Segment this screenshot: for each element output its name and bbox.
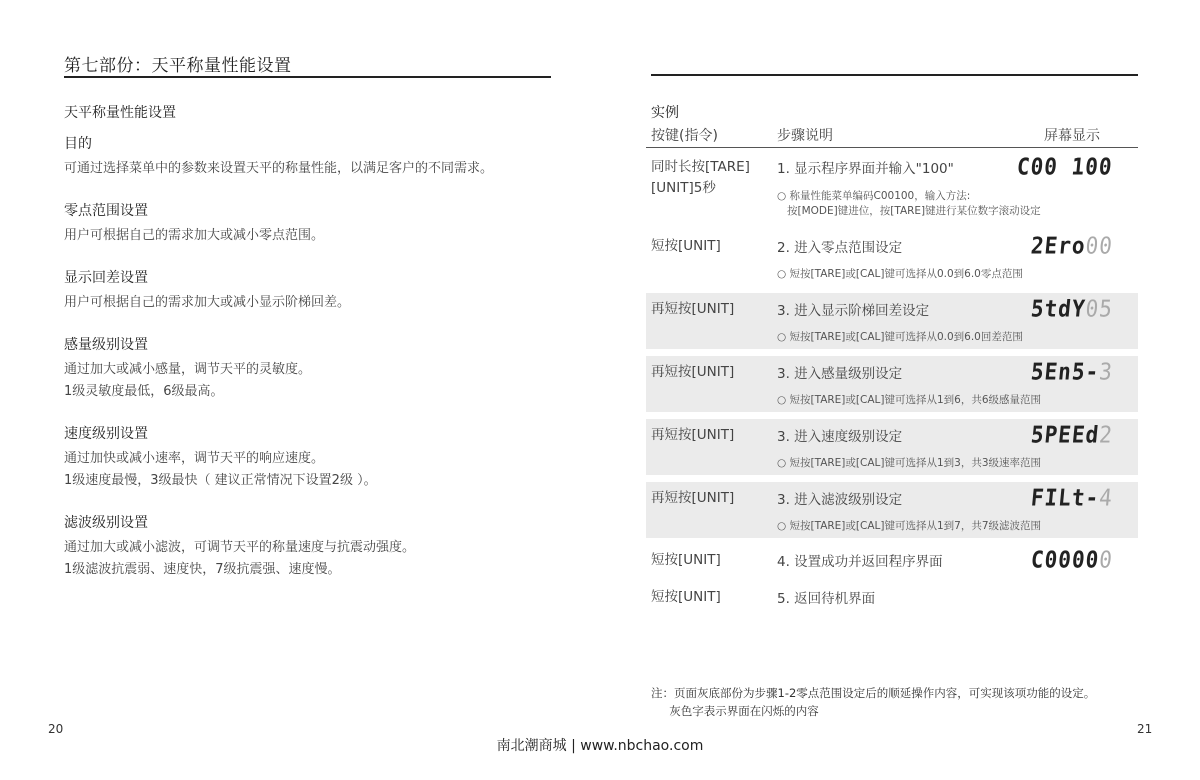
section-purpose xyxy=(64,133,584,180)
header-display: 屏幕显示 xyxy=(1044,128,1100,144)
title-rule xyxy=(64,76,551,78)
title-rule xyxy=(651,74,1138,76)
section-text: 可通过选择菜单中的参数来设置天平的称量性能，以满足客户的不同需求。 xyxy=(64,161,494,176)
page-number-left: 20 xyxy=(48,722,64,736)
section-filter xyxy=(64,512,584,581)
section-heading: 速度级别设置 xyxy=(64,426,148,442)
row-key: 再短按[UNIT] xyxy=(651,301,735,317)
row-note: ○ 短按[TARE]或[CAL]键可选择从1到6，共6级感量范围 xyxy=(777,394,1042,406)
row-step: 1. 显示程序界面并输入"100" xyxy=(777,161,954,177)
section-hysteresis xyxy=(64,267,584,314)
row-key: 再短按[UNIT] xyxy=(651,490,735,506)
row-note: ○ 短按[TARE]或[CAL]键可选择从0.0到6.0回差范围 xyxy=(777,331,1023,343)
row-key: 短按[UNIT] xyxy=(651,552,721,568)
site-footer: 南北潮商城 | www.nbchao.com xyxy=(496,738,704,754)
row-note: ○ 短按[TARE]或[CAL]键可选择从0.0到6.0零点范围 xyxy=(777,268,1023,280)
row-key: 再短按[UNIT] xyxy=(651,364,735,380)
chapter-title: 第七部份：天平称量性能设置 xyxy=(64,56,292,76)
row-step: 3. 进入滤波级别设定 xyxy=(777,492,903,508)
section-text: 通过加大或减小感量，调节天平的灵敏度。 xyxy=(64,362,312,377)
row-step: 2. 进入零点范围设定 xyxy=(777,240,903,256)
footnote-line: 灰色字表示界面在闪烁的内容 xyxy=(651,704,819,718)
lcd-display: FILt-4 xyxy=(1029,484,1115,512)
lcd-display: C00000 xyxy=(1029,546,1115,574)
table-row xyxy=(646,356,1138,412)
row-step: 4. 设置成功并返回程序界面 xyxy=(777,554,943,570)
row-key: 短按[UNIT] xyxy=(651,589,721,605)
right-page xyxy=(600,0,1200,780)
section-heading: 感量级别设置 xyxy=(64,337,148,353)
section-speed xyxy=(64,423,584,492)
row-step: 3. 进入速度级别设定 xyxy=(777,429,903,445)
lcd-display: C00 100 xyxy=(1016,153,1115,181)
section-text: 1级滤波抗震弱、速度快，7级抗震强、速度慢。 xyxy=(64,562,341,577)
table-row xyxy=(646,230,1138,286)
row-step: 3. 进入感量级别设定 xyxy=(777,366,903,382)
section-text: 通过加快或减小速率，调节天平的响应速度。 xyxy=(64,451,325,466)
section-title: 天平称量性能设置 xyxy=(64,105,176,121)
example-title: 实例 xyxy=(651,105,679,121)
row-note: ○ 短按[TARE]或[CAL]键可选择从1到3，共3级速率范围 xyxy=(777,457,1042,469)
section-heading: 目的 xyxy=(64,136,92,152)
section-heading: 显示回差设置 xyxy=(64,270,148,286)
section-text: 1级灵敏度最低，6级最高。 xyxy=(64,384,224,399)
row-key: 再短按[UNIT] xyxy=(651,427,735,443)
section-sensitivity xyxy=(64,334,584,403)
section-text: 用户可根据自己的需求加大或减小显示阶梯回差。 xyxy=(64,295,351,310)
table-row xyxy=(646,293,1138,349)
footnote xyxy=(651,684,1095,720)
lcd-display: 5PEEd2 xyxy=(1029,421,1115,449)
table-row xyxy=(646,581,1138,615)
table-row xyxy=(646,151,1138,227)
table-row xyxy=(646,482,1138,538)
row-note: 按[MODE]键进位，按[TARE]键进行某位数字滚动设定 xyxy=(777,205,1041,217)
row-note: ○ 短按[TARE]或[CAL]键可选择从1到7，共7级滤波范围 xyxy=(777,520,1042,532)
lcd-display: 5En5-3 xyxy=(1029,358,1115,386)
row-note: ○ 称量性能菜单编码C00100，输入方法: xyxy=(777,190,971,202)
header-key: 按键(指令) xyxy=(651,128,718,144)
table-row xyxy=(646,544,1138,578)
section-text: 1级速度最慢，3级最快（ 建议正常情况下设置2级 ）。 xyxy=(64,473,377,488)
row-key: 同时长按[TARE][UNIT]5秒 xyxy=(651,159,750,196)
section-zero-range xyxy=(64,200,584,247)
section-heading: 滤波级别设置 xyxy=(64,515,148,531)
page-number-right: 21 xyxy=(1137,722,1153,736)
footnote-line: 注：页面灰底部份为步骤1-2零点范围设定后的顺延操作内容，可实现该项功能的设定。 xyxy=(651,686,1096,700)
lcd-display: 5tdY05 xyxy=(1029,295,1115,323)
row-step: 5. 返回待机界面 xyxy=(777,591,876,607)
section-text: 用户可根据自己的需求加大或减小零点范围。 xyxy=(64,228,325,243)
table-row xyxy=(646,419,1138,475)
lcd-display: 2Ero00 xyxy=(1029,232,1115,260)
row-step: 3. 进入显示阶梯回差设定 xyxy=(777,303,930,319)
section-heading: 零点范围设置 xyxy=(64,203,148,219)
section-text: 通过加大或减小滤波，可调节天平的称量速度与抗震动强度。 xyxy=(64,540,416,555)
header-step: 步骤说明 xyxy=(777,128,833,144)
row-key: 短按[UNIT] xyxy=(651,238,721,254)
header-rule xyxy=(646,147,1138,148)
